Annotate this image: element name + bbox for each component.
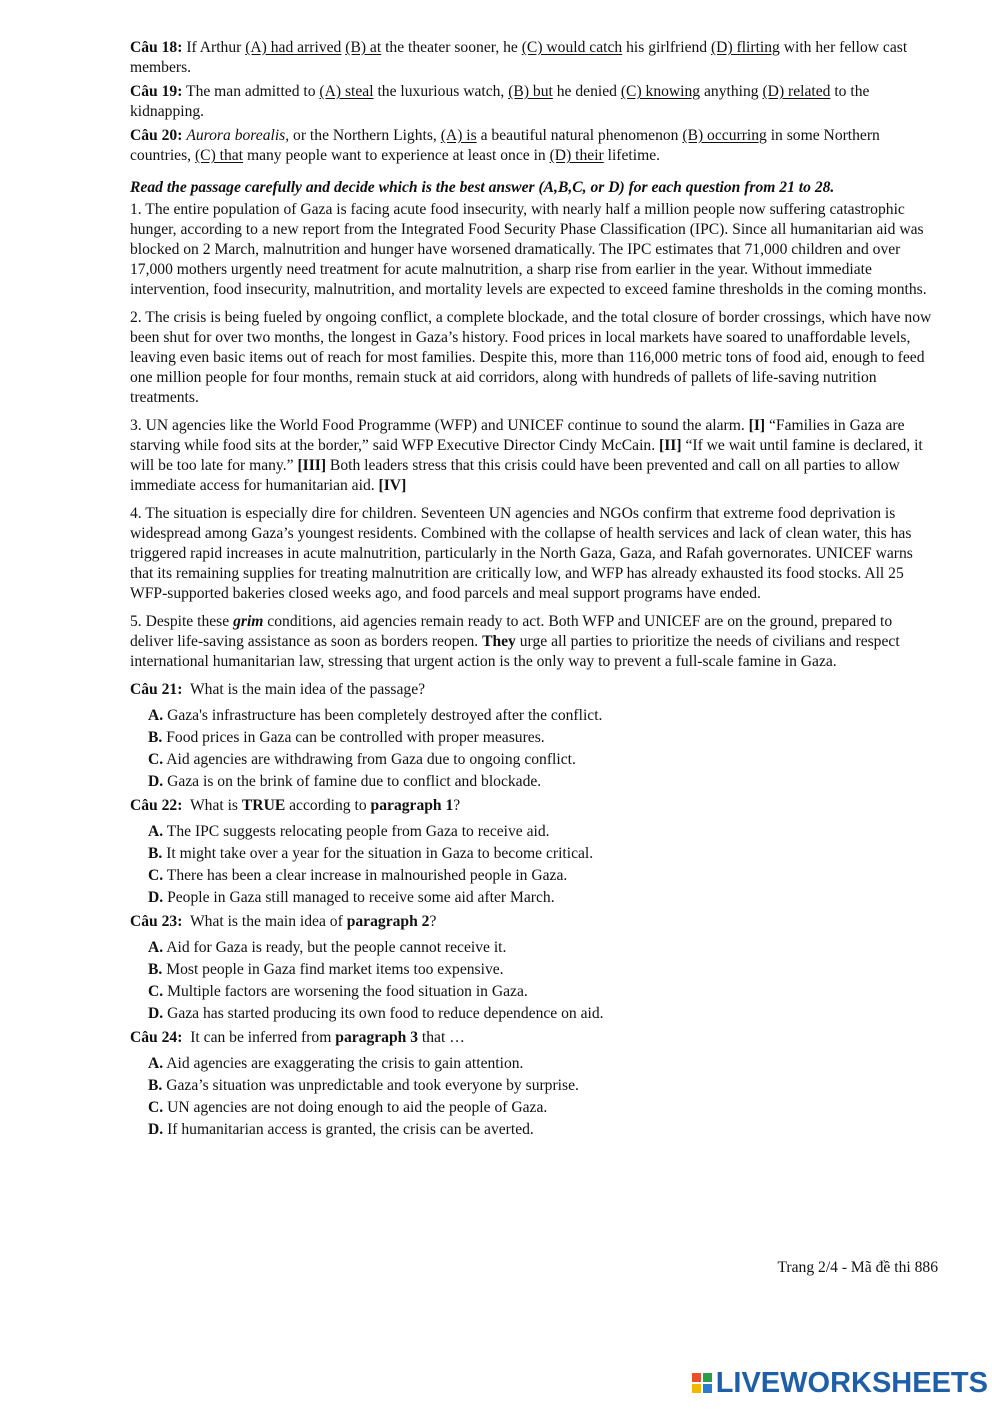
answer-option-c[interactable]: C. UN agencies are not doing enough to aid the people of Gaza.	[148, 1099, 548, 1116]
answer-option-a[interactable]: A. The IPC suggests relocating people from Gaza to receive aid.	[148, 823, 550, 840]
option-a: (A) steal	[319, 83, 374, 100]
question-number: Câu 24:	[130, 1029, 183, 1046]
answer-option-b[interactable]: B. Food prices in Gaza can be controlled with proper measures.	[148, 729, 545, 746]
answer-option-a[interactable]: A. Aid agencies are exaggerating the crisis to gain attention.	[148, 1055, 524, 1072]
answer-option-a[interactable]: A. Gaza's infrastructure has been completely destroyed after the conflict.	[148, 707, 603, 724]
question-number: Câu 21:	[130, 681, 183, 698]
question-number: Câu 23:	[130, 913, 183, 930]
answer-option-c[interactable]: C. Multiple factors are worsening the food situation in Gaza.	[148, 983, 528, 1000]
liveworksheets-logo[interactable]	[692, 1367, 988, 1399]
question-18: Câu 18: If Arthur (A) had arrived (B) at the theater sooner, he (C) would catch his girlfriend (D) flirting with her fellow cast members.	[130, 39, 908, 76]
answer-option-d[interactable]: D. People in Gaza still managed to receive some aid after March.	[148, 889, 555, 906]
question-stem: What is the main idea of the passage?	[189, 681, 426, 698]
option-d: (D) related	[762, 83, 831, 100]
insert-marker-2: [II]	[659, 437, 682, 454]
liveworksheets-logo-icon	[692, 1373, 712, 1393]
question-number: Câu 22:	[130, 797, 183, 814]
option-c: (C) would catch	[521, 39, 623, 56]
answer-option-d[interactable]: D. Gaza has started producing its own food to reduce dependence on aid.	[148, 1005, 604, 1022]
passage-paragraph-5: 5. Despite these grim conditions, aid agencies remain ready to act. Both WFP and UNICEF are on the ground, prepared to deliver life-saving assistance as soon as borders reopen. They urge all parties to prioritize the needs of civilians and respect international humanitarian law, stressing that urgent action is the only way to prevent a full-scale famine in Gaza.	[130, 613, 900, 670]
brand-name: LIVEWORKSHEETS	[715, 1367, 988, 1399]
question-number: Câu 19:	[130, 83, 183, 100]
question-21	[130, 680, 938, 792]
passage-paragraph-2: 2. The crisis is being fueled by ongoing conflict, a complete blockade, and the total closure of border crossings, which have now been shut for over two months, the longest in Gaza’s history. Food prices in local markets have soared to unaffordable levels, leaving even basic items out of reach for most families. Despite this, more than 116,000 metric tons of food aid, enough to feed one million people for four months, remain stuck at aid corridors, along with hundreds of pallets of life-saving nutrition treatments.	[130, 309, 932, 406]
question-number: Câu 18:	[130, 39, 183, 56]
option-d: (D) their	[549, 147, 604, 164]
option-d: (D) flirting	[710, 39, 780, 56]
answer-option-d[interactable]: D. Gaza is on the brink of famine due to conflict and blockade.	[148, 773, 542, 790]
question-number: Câu 20:	[130, 127, 183, 144]
passage-paragraph-1: 1. The entire population of Gaza is facing acute food insecurity, with nearly half a million people now suffering catastrophic hunger, according to a new report from the Integrated Food Security Phase Classification (IPC). Since all humanitarian aid was blocked on 2 March, malnutrition and hunger have worsened dramatically. The IPC estimates that 71,000 children and over 17,000 mothers urgently need treatment for acute malnutrition, a sharp rise from earlier in the year. Without immediate intervention, food insecurity, malnutrition, and mortality levels are expected to exceed famine thresholds in the coming months.	[130, 201, 927, 298]
question-19: Câu 19: The man admitted to (A) steal the luxurious watch, (B) but he denied (C) knowing anything (D) related to the kidnapping.	[130, 83, 870, 120]
question-24: Câu 24: It can be inferred from paragraph 3 that … A. Aid agencies are exaggerating the crisis to gain attention. B. Gaza’s situation was unpredictable and took everyone by surprise. C. UN agencies are not doing enough to aid the people of Gaza. D. If humanitarian access is granted, the crisis can be averted.	[130, 1028, 938, 1140]
option-b: (B) at	[345, 39, 382, 56]
insert-marker-4: [IV]	[378, 477, 407, 494]
worksheet-page	[130, 38, 938, 1144]
question-22: Câu 22: What is TRUE according to paragraph 1? A. The IPC suggests relocating people from Gaza to receive aid. B. It might take over a year for the situation in Gaza to become critical. C. There has been a clear increase in malnourished people in Gaza. D. People in Gaza still managed to receive some aid after March.	[130, 796, 938, 908]
passage-paragraph-3: 3. UN agencies like the World Food Programme (WFP) and UNICEF continue to sound the alarm. [I] “Families in Gaza are starving while food sits at the border,” said WFP Executive Director Cindy McCain. [II] “If we wait until famine is declared, it will be too late for many.” [III] Both leaders stress that this crisis could have been prevented and call on all parties to allow immediate access for humanitarian aid. [IV]	[130, 417, 923, 494]
option-a: (A) is	[440, 127, 477, 144]
answer-option-c[interactable]: C. Aid agencies are withdrawing from Gaza due to ongoing conflict.	[148, 751, 576, 768]
option-a: (A) had arrived	[245, 39, 342, 56]
option-c: (C) knowing	[620, 83, 701, 100]
option-b: (B) occurring	[682, 127, 767, 144]
answer-option-d[interactable]: D. If humanitarian access is granted, the crisis can be averted.	[148, 1121, 534, 1138]
insert-marker-3: [III]	[297, 457, 327, 474]
page-footer: Trang 2/4 - Mã đề thi 886	[777, 1259, 938, 1276]
answer-option-b[interactable]: B. It might take over a year for the situation in Gaza to become critical.	[148, 845, 594, 862]
highlighted-word-grim: grim	[233, 613, 264, 630]
question-20: Câu 20: Aurora borealis, or the Northern Lights, (A) is a beautiful natural phenomenon (B) occurring in some Northern countries, (C) that many people want to experience at least once in (D) their lifetime.	[130, 127, 880, 164]
highlighted-word-they: They	[482, 633, 516, 650]
reading-instruction: Read the passage carefully and decide which is the best answer (A,B,C, or D) for each question from 21 to 28.	[130, 179, 835, 196]
question-23: Câu 23: What is the main idea of paragraph 2? A. Aid for Gaza is ready, but the people cannot receive it. B. Most people in Gaza find market items too expensive. C. Multiple factors are worsening the food situation in Gaza. D. Gaza has started producing its own food to reduce dependence on aid.	[130, 912, 938, 1024]
option-c: (C) that	[194, 147, 244, 164]
answer-option-b[interactable]: B. Most people in Gaza find market items too expensive.	[148, 961, 504, 978]
answer-option-c[interactable]: C. There has been a clear increase in malnourished people in Gaza.	[148, 867, 568, 884]
insert-marker-1: [I]	[748, 417, 766, 434]
option-b: (B) but	[508, 83, 553, 100]
answer-option-b[interactable]: B. Gaza’s situation was unpredictable and took everyone by surprise.	[148, 1077, 579, 1094]
passage-paragraph-4: 4. The situation is especially dire for children. Seventeen UN agencies and NGOs confirm that extreme food deprivation is widespread among Gaza’s youngest residents. Combined with the collapse of health services and lack of clean water, this has triggered rapid increases in acute malnutrition, particularly in the North Gaza, Gaza, and Rafah governorates. UNICEF warns that its remaining supplies for treating malnutrition are critically low, and WFP has already exhausted its food stocks. All 25 WFP-supported bakeries closed weeks ago, and food parcels and meal support programs have ended.	[130, 505, 913, 602]
answer-option-a[interactable]: A. Aid for Gaza is ready, but the people cannot receive it.	[148, 939, 507, 956]
